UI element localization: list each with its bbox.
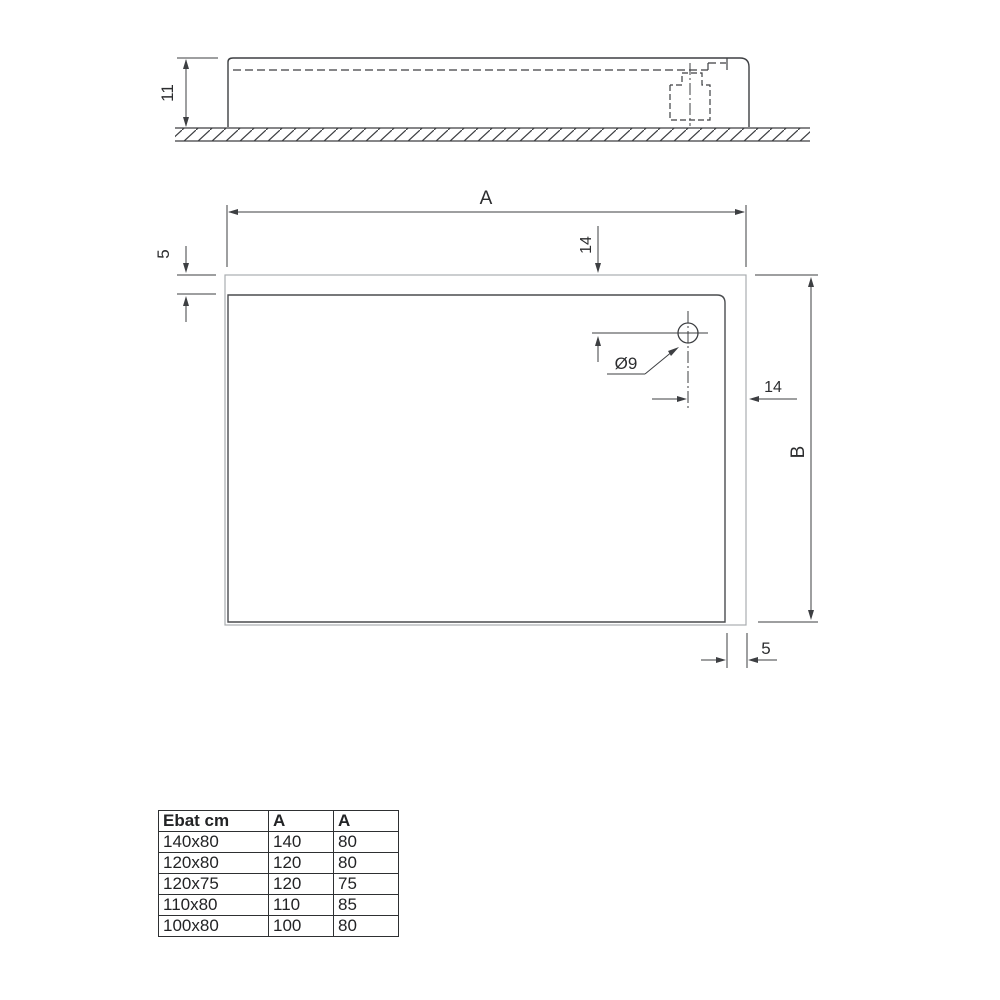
cell-a: 120 xyxy=(269,853,334,874)
drain-diameter-callout xyxy=(607,347,679,374)
side-view xyxy=(158,58,810,141)
hidden-floor-line xyxy=(233,58,727,70)
hidden-drain-body xyxy=(670,63,710,126)
cell-size: 120x80 xyxy=(159,853,269,874)
col-header-b: A xyxy=(334,811,399,832)
dim-side-height xyxy=(158,58,218,127)
plan-width-label: A xyxy=(479,188,493,209)
cell-size: 120x75 xyxy=(159,874,269,895)
cell-size: 100x80 xyxy=(159,916,269,937)
tray-inner-rim xyxy=(228,295,725,622)
dim-plan-depth-B xyxy=(755,275,818,622)
cell-a: 110 xyxy=(269,895,334,916)
col-header-a: A xyxy=(269,811,334,832)
drain-offset-right-label: 14 xyxy=(764,379,782,396)
dim-rim-right xyxy=(701,633,777,668)
cell-b: 80 xyxy=(334,853,399,874)
drain-diameter-label: Ø9 xyxy=(614,354,638,373)
drain-offset-top-label: 14 xyxy=(578,236,595,254)
cell-b: 75 xyxy=(334,874,399,895)
table-row xyxy=(159,853,399,874)
side-height-label: 11 xyxy=(158,84,177,102)
cell-b: 85 xyxy=(334,895,399,916)
drain-hole xyxy=(592,311,708,410)
rim-top-label: 5 xyxy=(154,249,173,259)
cell-size: 140x80 xyxy=(159,832,269,853)
table-row xyxy=(159,832,399,853)
dim-drain-from-top xyxy=(578,226,601,362)
size-table xyxy=(158,810,399,937)
table-row xyxy=(159,874,399,895)
cell-a: 140 xyxy=(269,832,334,853)
table-header-row xyxy=(159,811,399,832)
col-header-size: Ebat cm xyxy=(159,811,269,832)
cell-size: 110x80 xyxy=(159,895,269,916)
dim-rim-top xyxy=(154,246,216,322)
plan-view xyxy=(154,188,818,668)
table-row xyxy=(159,895,399,916)
cell-a: 100 xyxy=(269,916,334,937)
cell-a: 120 xyxy=(269,874,334,895)
cell-b: 80 xyxy=(334,832,399,853)
dim-plan-width-A xyxy=(227,188,746,267)
tray-profile-outline xyxy=(228,58,749,127)
tray-outer-edge xyxy=(225,275,746,625)
plan-depth-label: B xyxy=(788,445,809,459)
cell-b: 80 xyxy=(334,916,399,937)
ground-hatch xyxy=(175,128,810,141)
table-row xyxy=(159,916,399,937)
rim-right-label: 5 xyxy=(761,639,771,658)
